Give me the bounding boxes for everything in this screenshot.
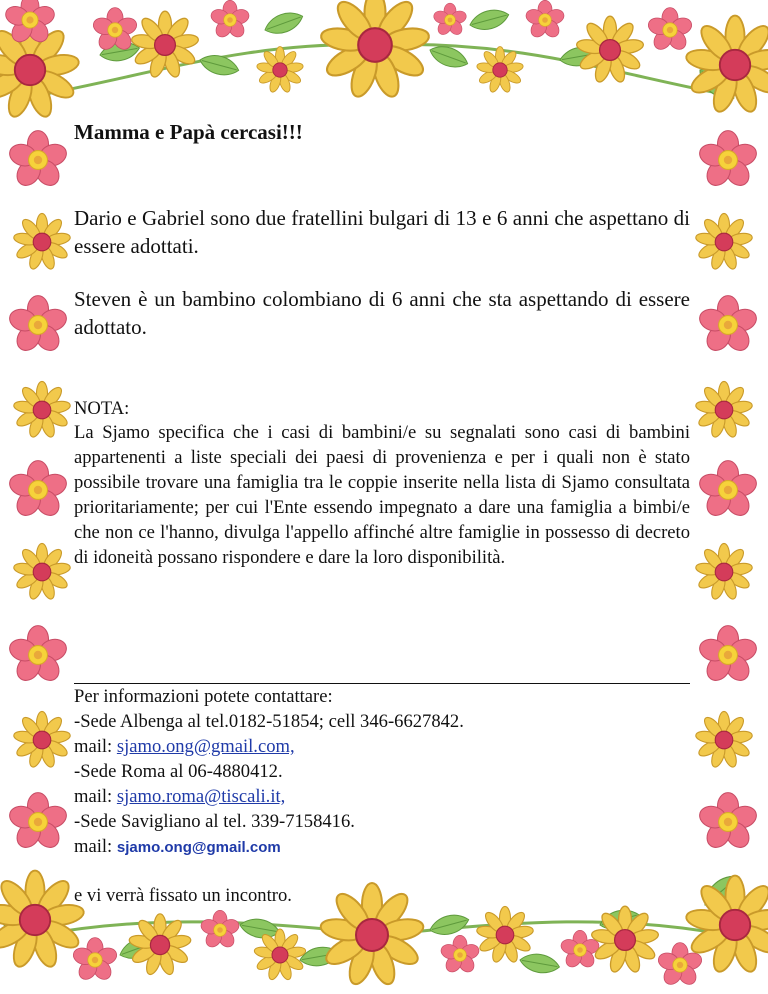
right-garland xyxy=(695,131,759,852)
email-link-albenga[interactable]: sjamo.ong@gmail.com, xyxy=(116,736,295,757)
paragraph-dario-gabriel: Dario e Gabriel sono due fratellini bulgari di 13 e 6 anni che aspettano di essere adottati. xyxy=(74,206,690,258)
contact-mail-1-row xyxy=(74,734,690,759)
closing-text: e vi verrà fissato un incontro. xyxy=(74,885,292,906)
left-garland xyxy=(7,131,71,852)
contact-roma: -Sede Roma al 06-4880412. xyxy=(74,761,283,782)
page-title: Mamma e Papà cercasi!!! xyxy=(74,120,303,144)
top-garland xyxy=(0,0,768,120)
nota-label: NOTA: xyxy=(74,398,130,419)
mail-label-2: mail: xyxy=(74,786,117,807)
contact-mail-2-row xyxy=(74,784,690,809)
paragraph-steven: Steven è un bambino colombiano di 6 anni che sta aspettando di essere adottato. xyxy=(74,287,690,339)
contact-savigliano: -Sede Savigliano al tel. 339-7158416. xyxy=(74,811,355,832)
contact-block xyxy=(74,684,690,860)
contact-albenga: -Sede Albenga al tel.0182-51854; cell 346-6627842. xyxy=(74,711,464,732)
email-link-savigliano[interactable]: sjamo.ong@gmail.com xyxy=(116,839,281,856)
contact-intro: Per informazioni potete contattare: xyxy=(74,686,333,707)
contact-mail-3-row xyxy=(74,834,690,860)
mail-label-3: mail: xyxy=(74,836,117,857)
email-link-roma[interactable]: sjamo.roma@tiscali.it, xyxy=(116,786,286,807)
nota-text: La Sjamo specifica che i casi di bambini/e su segnalati sono casi di bambini appartenenti a liste speciali dei paesi di provenienza e per i quali non è stato possibile trovare una famiglia tra le coppie inserite nella lista di Sjamo consultata prioritariamente; per cui l'Ente essendo impegnato a dare una famiglia a bimbi/e che non ce l'hanno, divulga l'appello affinché altre famiglie in possesso di decreto di idoneità possano rispondere e dare la loro disponibilità. xyxy=(74,422,690,568)
mail-label-1: mail: xyxy=(74,736,117,757)
